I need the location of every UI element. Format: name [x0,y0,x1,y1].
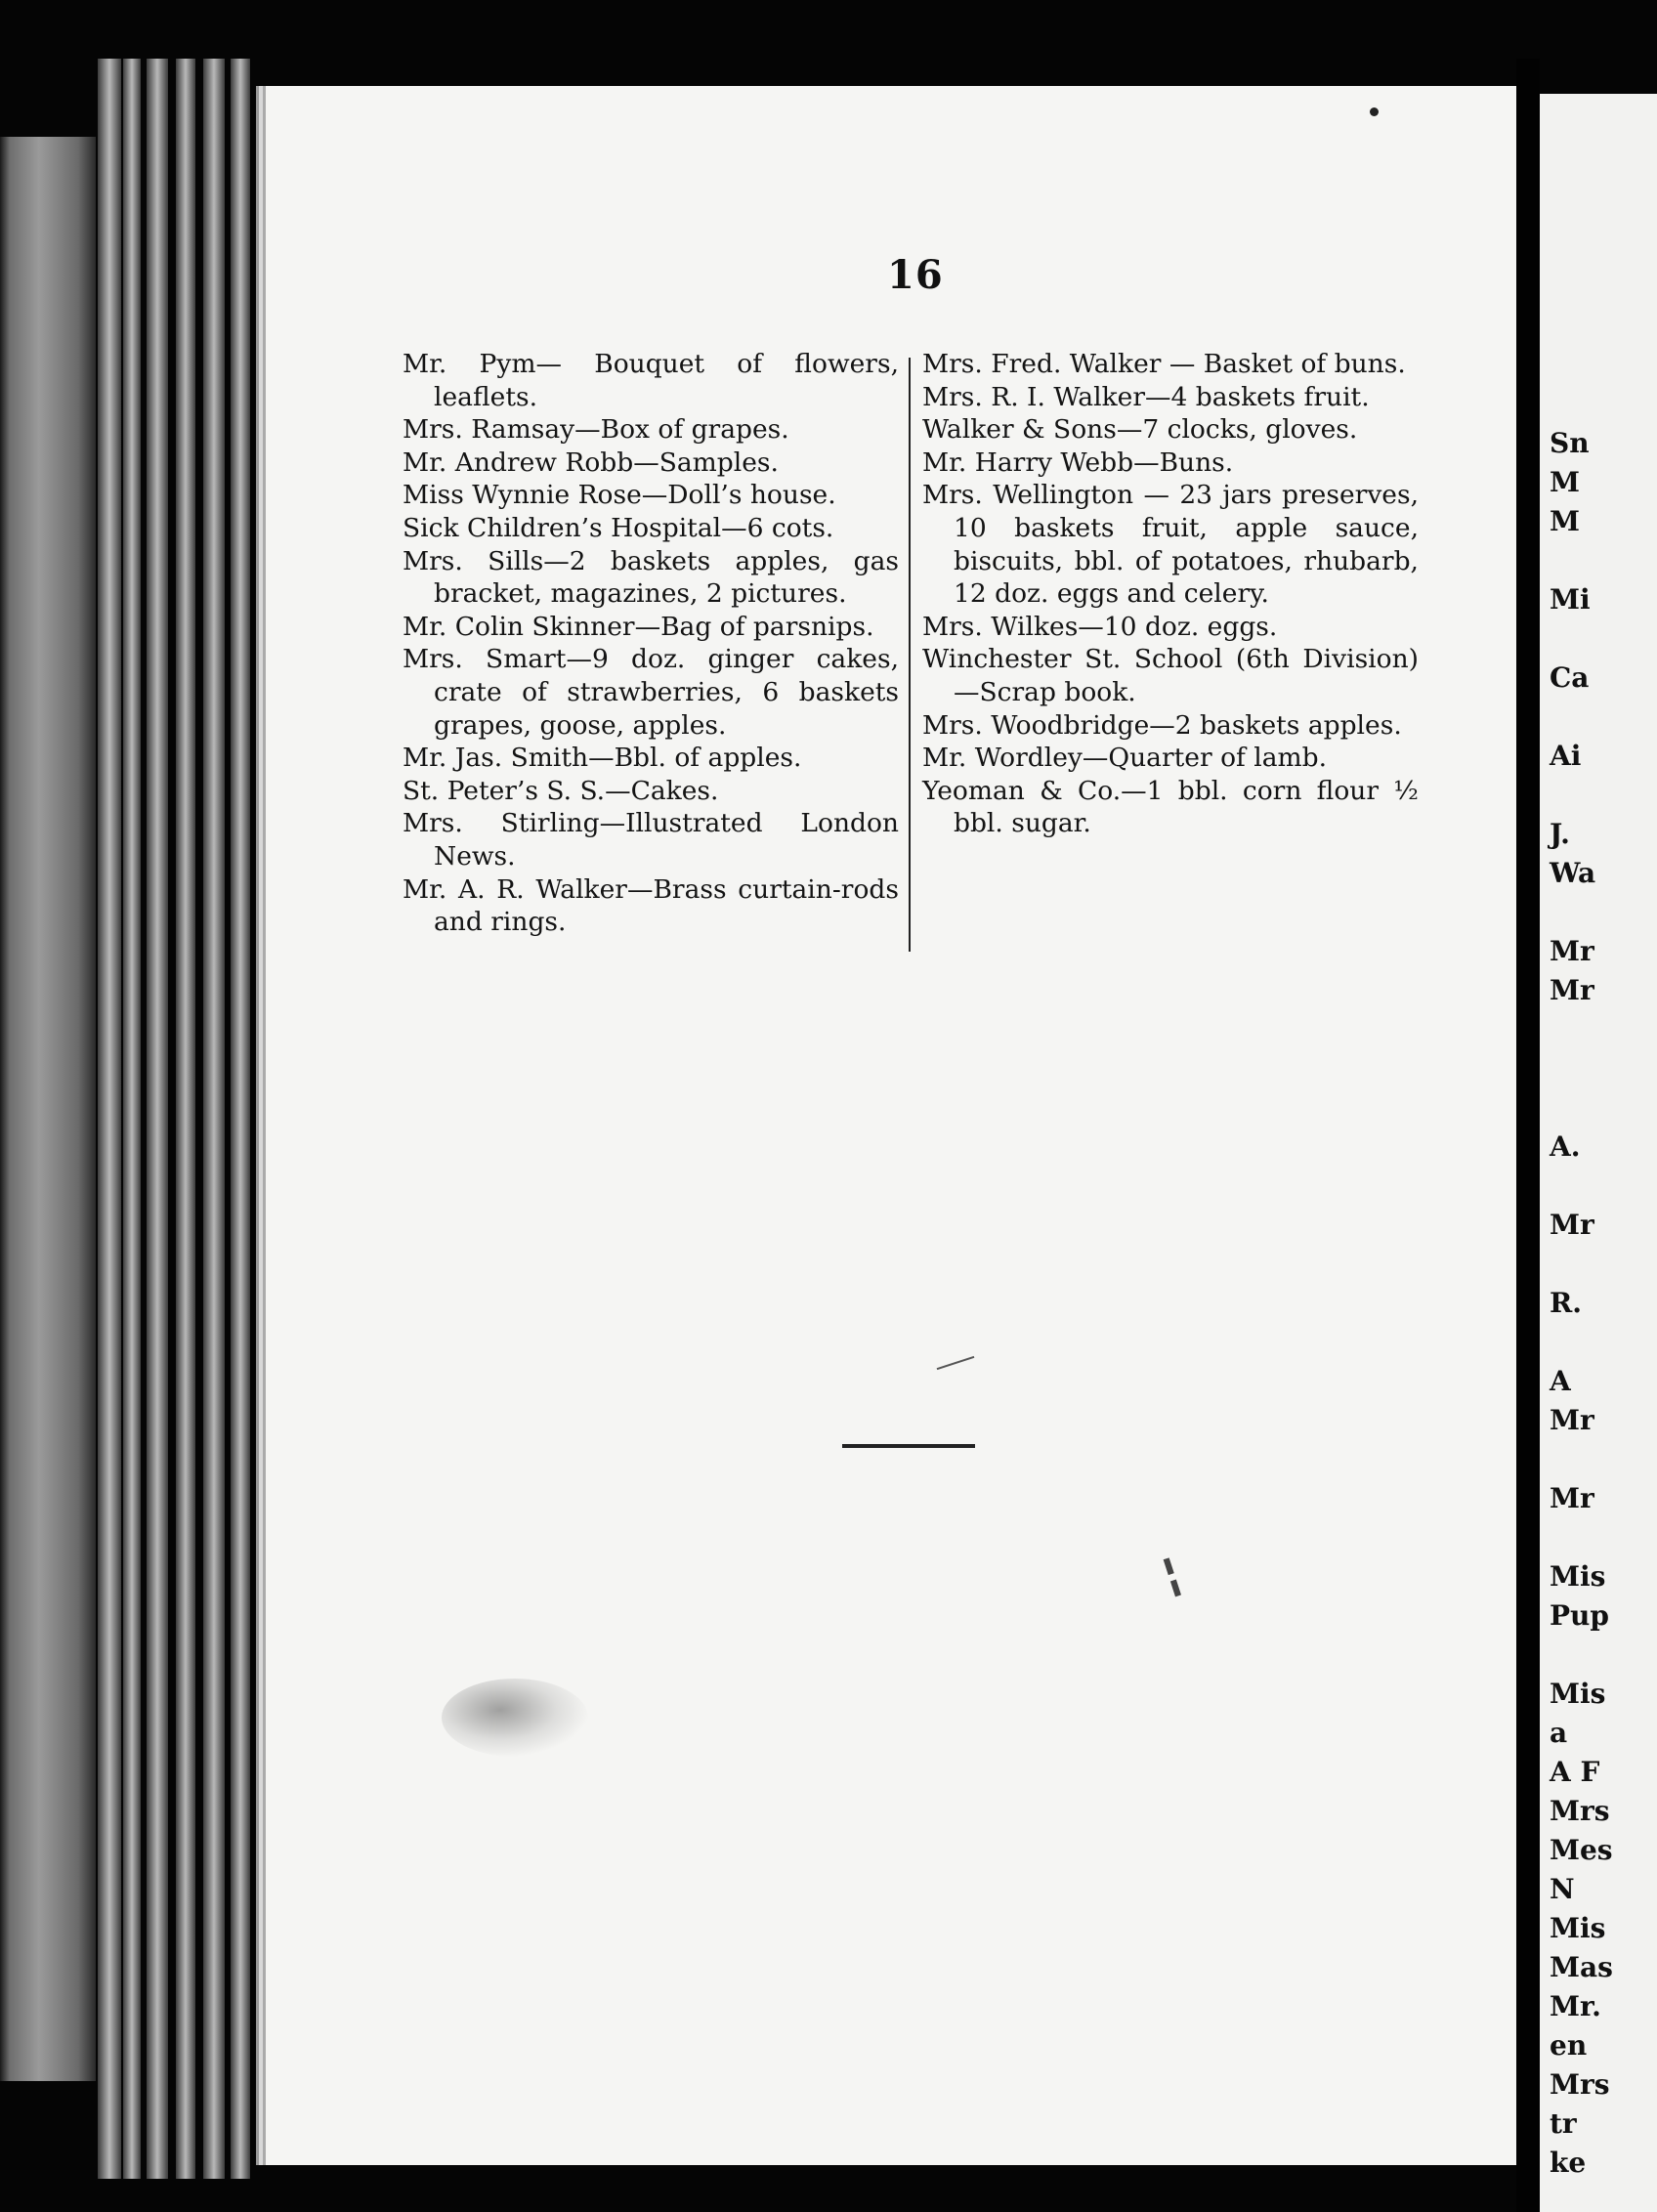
adjacent-page-fragment: Sn [1550,427,1590,459]
donation-entry: Mrs. R. I. Walker—4 baskets fruit. [922,381,1370,412]
left-book-edge [0,137,96,2081]
adjacent-page-fragment: A F [1550,1756,1600,1788]
adjacent-page-fragment: Mis [1550,1912,1606,1944]
page-number: 16 [887,252,944,298]
adjacent-page-fragment: R. [1550,1287,1583,1319]
donation-entry: Yeoman & Co.—1 bbl. corn flour ½ bbl. sugar. [922,775,1419,839]
ink-smudge [442,1679,588,1757]
donation-entry: Mrs. Ramsay—Box of grapes. [403,414,789,446]
donation-entry: Mrs. Wellington — 23 jars preserves, 10 baskets fruit, apple sauce, biscuits, bbl. of potatoes, rhubarb, 12 doz. eggs and celery. [922,480,1419,610]
donation-entry: Miss Wynnie Rose—Doll’s house. [403,480,836,511]
donation-entry: Mr. A. R. Walker—Brass curtain-rods and rings. [403,873,899,938]
donation-entry: Mrs. Woodbridge—2 baskets apples. [922,709,1402,741]
adjacent-page-fragment: Mrs [1550,1795,1610,1827]
adjacent-page-fragment: A. [1550,1130,1581,1163]
end-rule [842,1444,975,1448]
ink-speck [1370,107,1379,116]
adjacent-page-fragment: Mis [1550,1560,1606,1593]
donation-entry: Mrs. Wilkes—10 doz. eggs. [922,611,1278,642]
donation-entry: Mrs. Stirling—Illustrated London News. [403,808,899,872]
adjacent-page-fragment: ke [1550,2147,1587,2179]
adjacent-page-fragment: Mes [1550,1834,1613,1866]
donation-entry: Mr. Harry Webb—Buns. [922,447,1234,478]
adjacent-page-fragment: N [1550,1873,1575,1905]
adjacent-page-fragment: J. [1550,818,1570,850]
right-column [922,348,1419,840]
adjacent-page-fragment: Mr [1550,974,1594,1006]
adjacent-page-fragment: Mr [1550,1209,1594,1241]
adjacent-page-fragment: Ai [1550,740,1582,772]
adjacent-page-fragment: a [1550,1717,1568,1749]
page-stack-edge [123,59,141,2179]
page-stack-edge [147,59,168,2179]
adjacent-page-fragment: Mr [1550,935,1594,967]
adjacent-page-fragment: Pup [1550,1599,1609,1632]
adjacent-page-fragment: Ca [1550,661,1590,694]
page-stack-edge [176,59,195,2179]
donation-entry: Mr. Pym— Bouquet of flowers, leaflets. [403,349,899,412]
donation-entry: Mrs. Sills—2 baskets apples, gas bracket, magazines, 2 pictures. [403,545,899,610]
donation-entry: Mr. Jas. Smith—Bbl. of apples. [403,743,802,774]
adjacent-page-fragment: Mrs [1550,2068,1610,2101]
column-divider [909,358,911,952]
adjacent-page-fragment: Mas [1550,1951,1613,1983]
adjacent-page-fragment: Wa [1550,857,1596,889]
page-stack-edge [203,59,225,2179]
donation-entry: Mr. Wordley—Quarter of lamb. [922,743,1328,774]
donation-entry: Mrs. Fred. Walker — Basket of buns. [922,349,1406,379]
adjacent-page-fragment: tr [1550,2107,1577,2140]
adjacent-page-fragment: M [1550,466,1580,498]
donation-entry: St. Peter’s S. S.—Cakes. [403,775,719,806]
adjacent-page-fragment: Mr [1550,1482,1594,1514]
book-gutter [1516,59,1540,2212]
donation-entry: Sick Children’s Hospital—6 cots. [403,512,834,543]
adjacent-page-fragment: M [1550,505,1580,537]
page-stack-edge [98,59,121,2179]
page-stack-edge [231,59,250,2179]
adjacent-page-fragment: Mis [1550,1678,1606,1710]
adjacent-page-fragment: Mr [1550,1404,1594,1436]
donation-entry: Mr. Colin Skinner—Bag of parsnips. [403,611,874,642]
adjacent-page-fragment: en [1550,2029,1588,2062]
left-column [403,348,899,939]
donation-entry: Mr. Andrew Robb—Samples. [403,447,779,478]
pencil-mark: ╏ [1154,1553,1191,1603]
donation-entry: Walker & Sons—7 clocks, gloves. [922,414,1358,446]
adjacent-page-fragment: Mr. [1550,1990,1601,2022]
adjacent-page-fragment: A [1550,1365,1571,1397]
donation-entry: Mrs. Smart—9 doz. ginger cakes, crate of strawberries, 6 baskets grapes, goose, apples. [403,644,899,741]
adjacent-page-fragment: Mi [1550,583,1591,616]
donation-entry: Winchester St. School (6th Division)—Scrap book. [922,644,1419,707]
